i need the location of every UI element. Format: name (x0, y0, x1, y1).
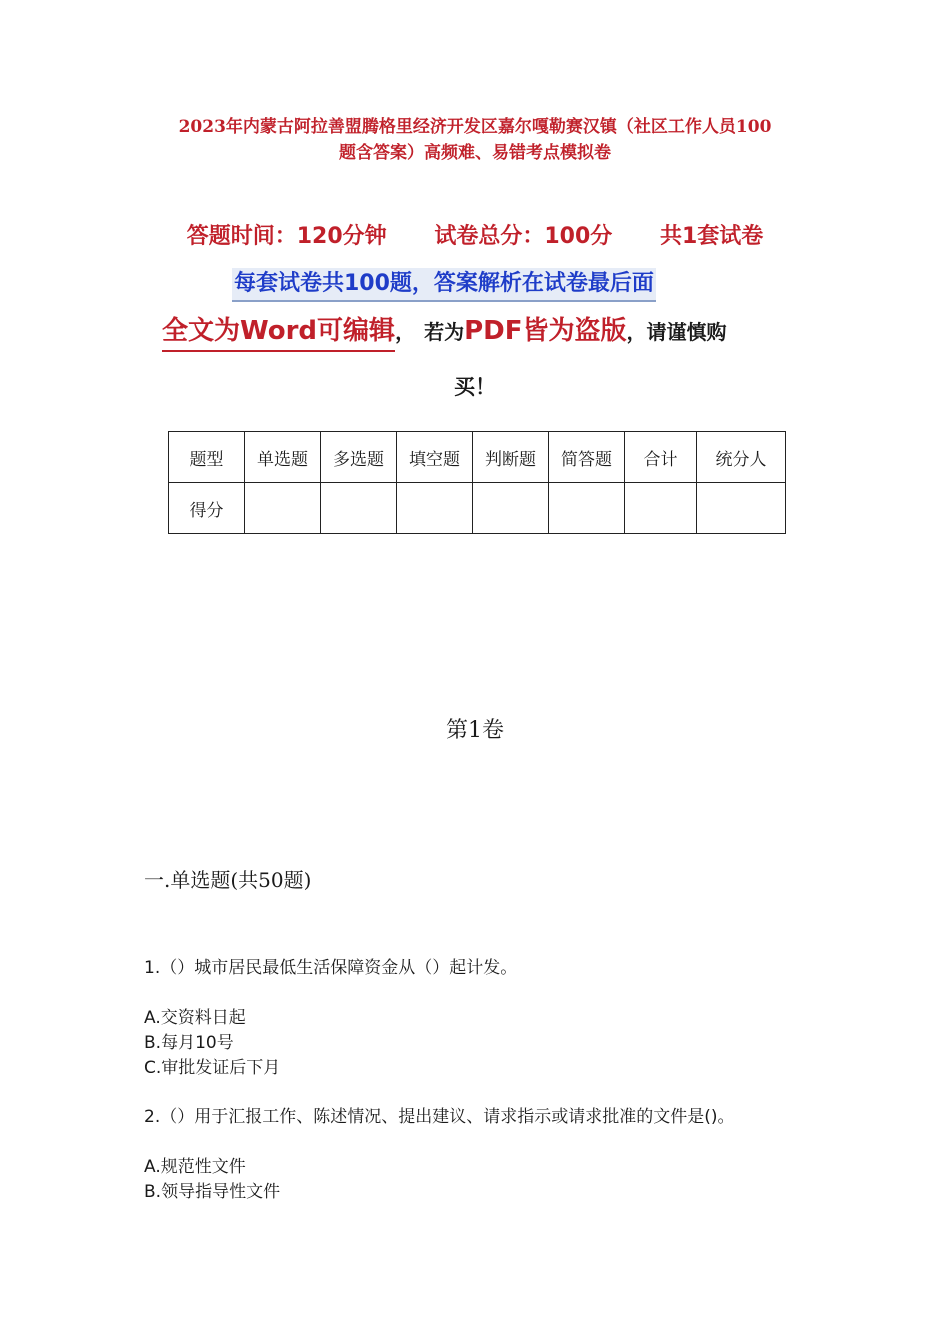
edit-notice-buy: 买！ (454, 375, 496, 399)
question-1-option-a: A.交资料日起 (144, 1008, 246, 1028)
question-1-option-b: B.每月10号 (144, 1033, 234, 1053)
section-heading: 一.单选题(共50题) (144, 868, 312, 892)
score-header-cell: 判断题 (473, 432, 549, 483)
score-row-label: 得分 (169, 483, 245, 534)
edit-notice-pdf: PDF皆为盗版 (464, 316, 627, 346)
question-2-option-b: B.领导指导性文件 (144, 1182, 281, 1202)
score-table-header-row (169, 432, 786, 483)
edit-notice-careful: 请谨慎购 (646, 320, 727, 344)
exam-title-line2: 题含答案）高频难、易错考点模拟卷 (339, 143, 611, 163)
question-1-stem: 1.（）城市居民最低生活保障资金从（）起计发。 (144, 958, 518, 978)
score-cell[interactable] (473, 483, 549, 534)
exam-time: 答题时间：120分钟 (186, 224, 387, 249)
score-cell[interactable] (321, 483, 397, 534)
edit-notice (162, 314, 802, 349)
score-cell[interactable] (625, 483, 697, 534)
score-cell[interactable] (697, 483, 786, 534)
score-header-cell: 统分人 (697, 432, 786, 483)
score-header-cell: 填空题 (397, 432, 473, 483)
score-table (168, 431, 786, 534)
score-header-cell: 多选题 (321, 432, 397, 483)
question-1-option-c: C.审批发证后下月 (144, 1058, 281, 1078)
exam-total-score: 试卷总分：100分 (434, 224, 613, 249)
edit-notice-word: 全文为Word可编辑 (162, 316, 395, 352)
score-header-cell: 简答题 (549, 432, 625, 483)
score-table-score-row (169, 483, 786, 534)
score-cell[interactable] (549, 483, 625, 534)
exam-info (0, 219, 950, 250)
volume-heading: 第1卷 (446, 718, 504, 743)
score-header-cell: 单选题 (245, 432, 321, 483)
exam-title (120, 114, 830, 166)
question-2-stem: 2.（）用于汇报工作、陈述情况、提出建议、请求指示或请求批准的文件是()。 (144, 1107, 735, 1127)
score-header-cell: 合计 (625, 432, 697, 483)
exam-set-count: 共1套试卷 (659, 224, 764, 249)
score-header-cell: 题型 (169, 432, 245, 483)
question-2-option-a: A.规范性文件 (144, 1157, 246, 1177)
score-cell[interactable] (245, 483, 321, 534)
edit-comma-2: ， (626, 320, 647, 344)
exam-title-line1: 2023年内蒙古阿拉善盟腾格里经济开发区嘉尔嘎勒赛汉镇（社区工作人员100 (178, 117, 772, 137)
score-cell[interactable] (397, 483, 473, 534)
answer-notice: 每套试卷共100题，答案解析在试卷最后面 (232, 268, 656, 302)
edit-notice-if: 若为 (424, 320, 465, 344)
edit-comma-1: ， (395, 320, 416, 344)
